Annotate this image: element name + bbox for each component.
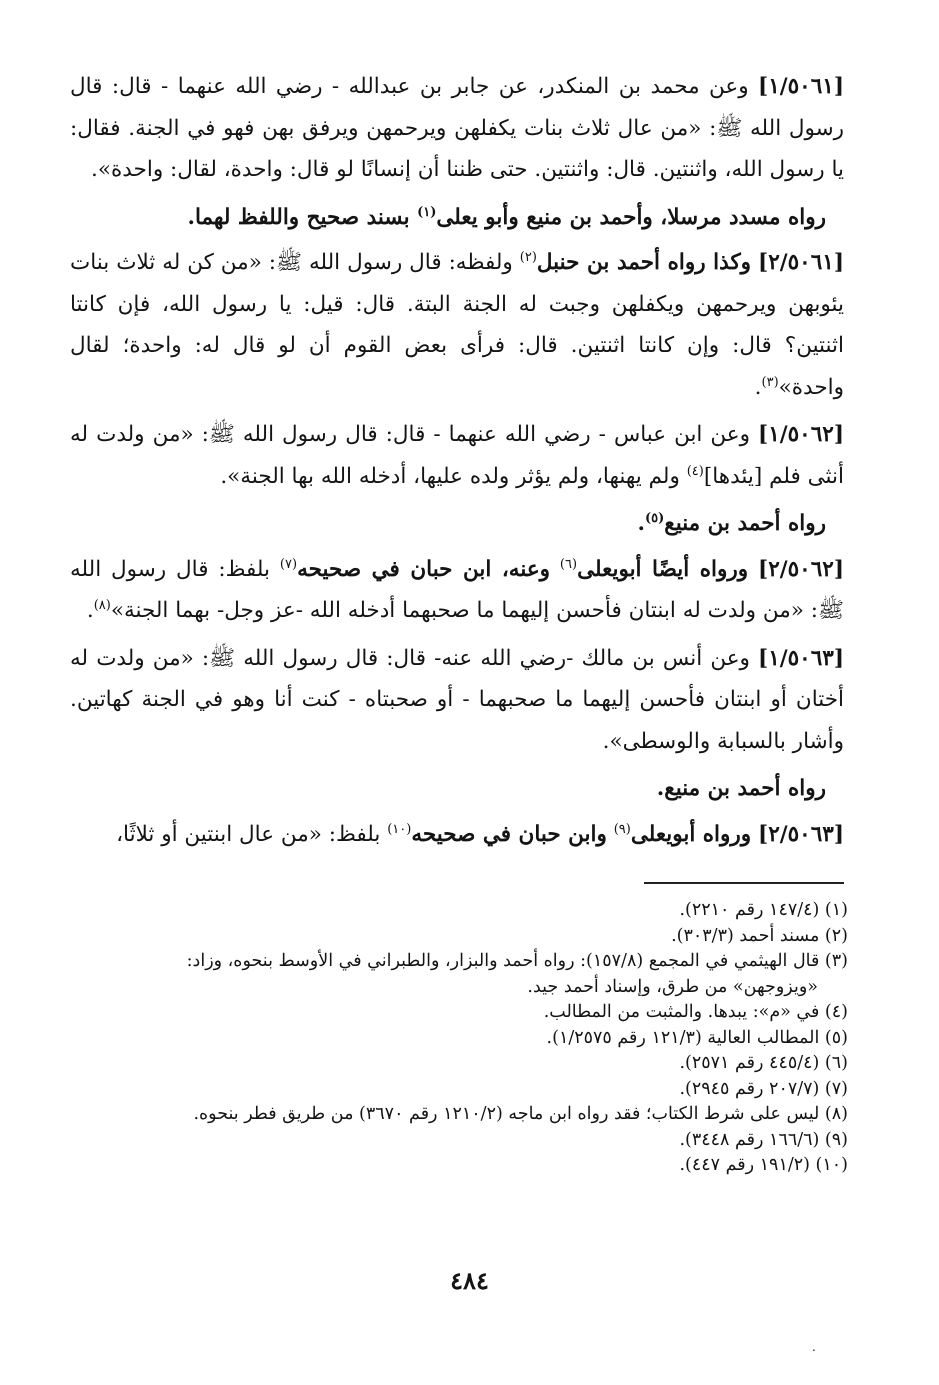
footnote-ref: (٣) bbox=[761, 374, 779, 390]
hadith-text: بلفظ: «من عال ابنتين أو ثلاثًا، bbox=[116, 821, 381, 847]
narration-text-end: بسند صحيح واللفظ لهما. bbox=[187, 204, 410, 230]
corner-mark: . bbox=[812, 1340, 816, 1354]
hadith-text: بلفظ: قال رسول الله ﷺ: «من ولدت له ابنتان فأحسن إليهما ما صحبهما أدخله الله -عز وجل- بهما الجنة» bbox=[70, 556, 844, 623]
narration-text: رواه أحمد بن منيع bbox=[664, 511, 826, 536]
footnotes bbox=[92, 898, 848, 1179]
footnote-ref: (١) bbox=[417, 204, 437, 220]
footnote: (٣) قال الهيثمي في المجمع (١٥٧/٨): رواه أحمد والبزار، والطبراني في الأوسط بنحوه، وزاد: bbox=[186, 951, 848, 971]
narration-line bbox=[70, 768, 844, 810]
hadith-text: ولفظه: قال رسول الله ﷺ: «من كن له ثلاث بنات يئوبهن ويرحمهن ويكفلهن وجبت له الجنة البتة. قال: قيل: يا رسول الله، فإن كانتا اثنتين؟ قال: وإن كانتا اثنتين. قال: فرأى بعض القوم أن لو قال له: واحدة؛ لقال واحدة» bbox=[70, 250, 844, 400]
hadith-paragraph bbox=[70, 549, 844, 632]
hadith-number: [١/٥٠٦٢] bbox=[758, 422, 844, 447]
hadith-number: [١/٥٠٦٣] bbox=[758, 645, 844, 671]
hadith-number: [٢/٥٠٦٣] bbox=[758, 821, 844, 847]
footnote-ref: (٥) bbox=[644, 510, 665, 526]
page-number: ٤٨٤ bbox=[450, 1266, 489, 1295]
hadith-text: وعن أنس بن مالك -رضي الله عنه- قال: قال رسول الله ﷺ: «من ولدت له أختان أو ابنتان فأحسن إليهما ما صحبهما - أو صحبتاه - كنت أنا وهو في الجنة كهاتين. وأشار بالسبابة والوسطى». bbox=[70, 645, 844, 754]
footnote: (٥) المطالب العالية (١٢١/٣ رقم ١/٢٥٧٥). bbox=[546, 1027, 848, 1048]
footnote: (٩) (١٦٦/٦ رقم ٣٤٤٨). bbox=[679, 1129, 848, 1150]
narration-text-end: . bbox=[637, 511, 645, 536]
hadith-paragraph bbox=[70, 414, 844, 497]
footnote-ref: (٢) bbox=[519, 249, 537, 265]
footnote: (٨) ليس على شرط الكتاب؛ فقد رواه ابن ماجه (١٢١٠/٢ رقم ٣٦٧٠) من طريق فطر بنحوه. bbox=[193, 1104, 848, 1124]
footnote-ref: (١٠) bbox=[387, 821, 412, 837]
hadith-paragraph bbox=[70, 814, 844, 856]
hadith-number: [١/٥٠٦١] bbox=[758, 74, 844, 99]
hadith-lead-mid: وعنه، ابن حبان في صحيحه bbox=[297, 556, 551, 582]
footnote: (٤) في «م»: يبدها. والمثبت من المطالب. bbox=[543, 1002, 848, 1022]
hadith-number: [٢/٥٠٦١] bbox=[758, 250, 844, 275]
footnote-ref: (٤) bbox=[686, 463, 704, 479]
narration-text: رواه مسدد مرسلا، وأحمد بن منيع وأبو يعلى bbox=[436, 204, 826, 230]
footnote-ref: (٩) bbox=[613, 821, 631, 837]
footnote-ref: (٧) bbox=[279, 556, 298, 572]
footnote: (٧) (٢٠٧/٧ رقم ٢٩٤٥). bbox=[679, 1078, 848, 1099]
hadith-lead: ورواه أبويعلى bbox=[630, 821, 752, 847]
footnote-ref: (٦) bbox=[559, 556, 578, 572]
narration-line bbox=[70, 197, 844, 239]
hadith-lead: وكذا رواه أحمد بن حنبل bbox=[536, 250, 752, 275]
hadith-paragraph bbox=[70, 242, 844, 408]
footnote-ref: (٨) bbox=[93, 597, 111, 613]
footnote: (١٠) (١٩١/٢ رقم ٤٤٧). bbox=[679, 1155, 848, 1175]
hadith-tail: . bbox=[86, 598, 94, 623]
footnote: (٦) (٤٤٥/٤ رقم ٢٥٧١). bbox=[679, 1053, 848, 1073]
footnote: (٢) مسند أحمد (٣٠٣/٣). bbox=[671, 925, 848, 946]
hadith-paragraph bbox=[70, 638, 844, 763]
hadith-paragraph bbox=[70, 66, 844, 191]
footnote-continuation: «ويزوجهن» من طرق، وإسناد أحمد جيد. bbox=[527, 976, 818, 997]
hadith-text: وعن محمد بن المنكدر، عن جابر بن عبدالله - رضي الله عنهما - قال: قال رسول الله ﷺ: «من عال ثلاث بنات يكفلهن ويرحمهن ويرفق بهن فهو في الجنة. فقال: يا رسول الله، واثنتين. قال: واثنتين. حتى ظننا أن إنسانًا لو قال: واحدة، لقال: واحدة». bbox=[70, 74, 844, 182]
narration-text: رواه أحمد بن منيع. bbox=[656, 776, 826, 801]
hadith-number: [٢/٥٠٦٢] bbox=[758, 556, 844, 582]
footnote-separator bbox=[644, 882, 844, 884]
hadith-lead: ورواه أيضًا أبويعلى bbox=[577, 556, 749, 582]
footnote: (١) (١٤٧/٤ رقم ٢٢١٠). bbox=[679, 900, 848, 920]
hadith-lead-mid: وابن حبان في صحيحه bbox=[411, 821, 607, 847]
main-text bbox=[70, 66, 844, 861]
narration-line bbox=[70, 503, 844, 545]
hadith-tail: . bbox=[754, 374, 762, 400]
hadith-text: وعن ابن عباس - رضي الله عنهما - قال: قال رسول الله ﷺ: «من ولدت له أنثى فلم [يئدها] bbox=[70, 422, 844, 489]
hadith-text-end: ولم يهنها، ولم يؤثر ولده عليها، أدخله الله بها الجنة». bbox=[220, 463, 680, 489]
